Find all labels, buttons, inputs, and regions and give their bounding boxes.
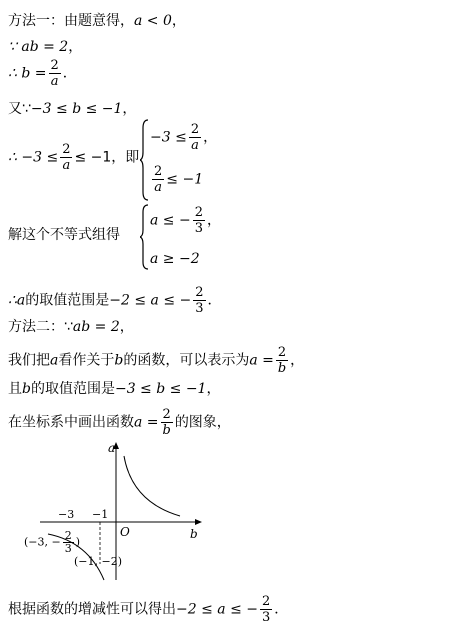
a-range-result: ∴a的取值范围是−2 ≤ a ≤ − $\frac{2}{3}$ ． [8,285,222,316]
brace-icon [140,118,150,202]
b-domain: 且b的取值范围是−3 ≤ b ≤ −1， [8,381,221,397]
fraction: $\frac{2}{a}$ [50,58,59,89]
text: ≤ −1，即 [74,149,140,166]
inequality-system-1 [140,118,260,202]
solve-system [8,226,120,244]
y-axis-label: a [108,441,116,455]
tick-label: −3 [58,508,75,521]
given-ab [8,38,82,56]
b-equals [8,58,77,89]
system1-row2: $\frac{2}{a}$ ≤ −1 [154,164,204,195]
draw-graph: 在坐标系中画出函数a = $\frac{2}{b}$ 的图象， [8,407,231,438]
conclusion: 根据函数的增减性可以得出−2 ≤ a ≤ − $\frac{2}{3}$ ． [8,594,289,625]
math: −3 ≤ b ≤ −1 [30,101,123,117]
method2-intro: 方法二：∵ab = 2， [8,319,134,335]
text: 解这个不等式组得 [8,227,120,243]
method1-intro [8,12,186,30]
x-axis-label: b [190,527,198,541]
text: ． [62,65,77,82]
text: 又∵ [8,101,31,117]
fraction: $\frac{2}{a}$ [62,142,71,173]
point-label-1: (−3, − $\frac{2}{3}$ ) [24,529,81,555]
math: ∵ ab = 2 [8,39,69,55]
text: ， [122,101,137,117]
math: a < 0 [134,13,172,29]
text: 方法一：由题意得， [8,13,134,29]
origin-label: O [120,525,130,539]
math: ∴ −3 ≤ [8,149,59,166]
function-expression: 我们把a看作关于b的函数，可以表示为a = $\frac{2}{b}$ ， [8,345,305,376]
inequality-system-2 [140,203,260,271]
x-axis-arrow-icon [195,519,202,525]
system2-row1: a ≤ − $\frac{2}{3}$ ， [150,205,221,236]
math: ∴ b = [8,65,47,82]
curve-branch-positive [124,456,180,516]
inequality [8,142,139,173]
system1-row1: −3 ≤ $\frac{2}{a}$ ， [150,122,218,153]
b-range [8,100,136,118]
tick-label: −1 [92,508,109,521]
point-label-2: (−1, −2) [74,555,123,568]
brace-icon [140,203,150,271]
text: ， [68,39,83,55]
text: ， [171,13,186,29]
system2-row2: a ≥ −2 [150,251,200,267]
